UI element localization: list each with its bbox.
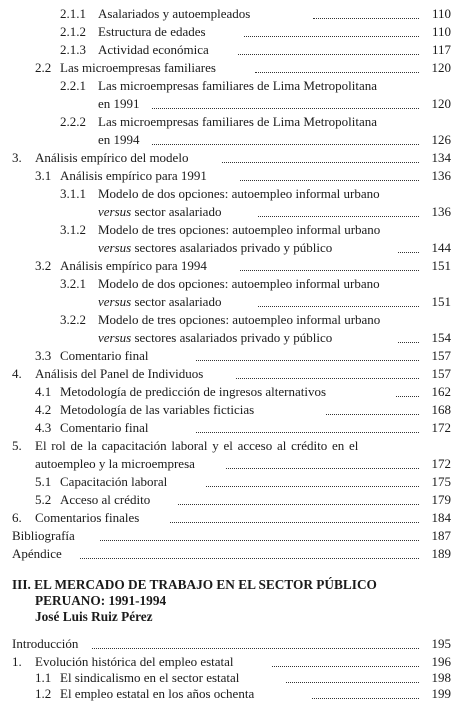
entry-title: Introducción	[12, 636, 79, 651]
leader-dots	[255, 72, 419, 73]
chapter-heading-line2: PERUANO: 1991-1994	[35, 593, 167, 608]
entry-page: 136	[431, 204, 451, 219]
chapter-author: José Luis Ruiz Pérez	[35, 609, 153, 624]
entry-title-line1: Modelo de dos opciones: autoempleo informal urbano	[98, 276, 380, 291]
versus-italic: versus	[98, 330, 132, 345]
entry-page: 184	[431, 510, 451, 525]
entry-number: 3.1	[35, 168, 52, 183]
entry-number: 2.1.3	[60, 42, 86, 57]
entry-number: 3.	[12, 150, 22, 165]
entry-number: 4.2	[35, 402, 52, 417]
entry-title: Análisis empírico para 1991	[60, 168, 207, 183]
entry-page: 168	[431, 402, 451, 417]
leader-dots	[326, 414, 419, 415]
entry-page: 199	[431, 686, 451, 701]
entry-title-line1: Modelo de tres opciones: autoempleo informal urbano	[98, 312, 381, 327]
entry-number: 2.2	[35, 60, 52, 75]
entry-title: Apéndice	[12, 546, 62, 561]
entry-page: 157	[431, 348, 451, 363]
entry-number: 3.1.1	[60, 186, 86, 201]
leader-dots	[272, 666, 419, 667]
leader-dots	[196, 432, 419, 433]
entry-page: 162	[431, 384, 451, 399]
entry-number: 1.	[12, 654, 22, 669]
leader-dots	[80, 558, 419, 559]
entry-title: Las microempresas familiares	[60, 60, 216, 75]
entry-page: 189	[431, 546, 451, 561]
entry-page: 195	[431, 636, 451, 651]
entry-page: 120	[431, 96, 451, 111]
entry-page: 157	[431, 366, 451, 381]
entry-number: 3.3	[35, 348, 52, 363]
entry-page: 187	[431, 528, 451, 543]
entry-title-line1: Las microempresas familiares de Lima Metropolitana	[98, 114, 378, 129]
entry-title: Capacitación laboral	[60, 474, 168, 489]
entry-number: 2.2.1	[60, 78, 86, 93]
entry-number: 3.2	[35, 258, 52, 273]
entry-title: Análisis del Panel de Individuos	[35, 366, 204, 381]
entry-title-line1: El rol de la capacitación laboral y el acceso al crédito en el	[35, 438, 359, 453]
leader-dots	[152, 144, 419, 145]
entry-page: 151	[431, 258, 451, 273]
versus-italic: versus	[98, 294, 132, 309]
leader-dots	[100, 540, 419, 541]
entry-page: 136	[431, 168, 451, 183]
entry-title: Bibliografía	[12, 528, 75, 543]
leader-dots	[196, 360, 419, 361]
entry-title: Análisis empírico del modelo	[35, 150, 189, 165]
entry-number: 4.	[12, 366, 22, 381]
leader-dots	[398, 252, 419, 253]
entry-title-line1: Modelo de dos opciones: autoempleo informal urbano	[98, 186, 380, 201]
entry-page: 175	[431, 474, 451, 489]
leader-dots	[398, 342, 419, 343]
versus-italic: versus	[98, 204, 132, 219]
leader-dots	[206, 486, 419, 487]
entry-number: 5.2	[35, 492, 52, 507]
leader-dots	[92, 648, 419, 649]
entry-title: Metodología de las variables ficticias	[60, 402, 255, 417]
entry-page: 151	[431, 294, 451, 309]
leader-dots	[226, 468, 419, 469]
entry-title-line2: en 1994	[98, 132, 140, 147]
entry-title-line1: Modelo de tres opciones: autoempleo informal urbano	[98, 222, 381, 237]
leader-dots	[178, 504, 419, 505]
entry-page: 110	[431, 6, 451, 21]
entry-title-line2	[98, 240, 332, 256]
leader-dots	[313, 18, 419, 19]
entry-title: Asalariados y autoempleados	[98, 6, 251, 21]
leader-dots	[240, 180, 419, 181]
entry-title-line2	[98, 330, 332, 346]
entry-number: 1.1	[35, 670, 52, 685]
entry-number: 4.1	[35, 384, 52, 399]
entry-page: 126	[431, 132, 451, 147]
entry-title: Análisis empírico para 1994	[60, 258, 207, 273]
entry-title: Estructura de edades	[98, 24, 206, 39]
leader-dots	[152, 108, 419, 109]
entry-title-rest: sector asalariado	[131, 204, 222, 219]
entry-number: 1.2	[35, 686, 52, 701]
entry-title: Evolución histórica del empleo estatal	[35, 654, 234, 669]
entry-title-rest: sectores asalariados privado y público	[131, 330, 333, 345]
entry-number: 6.	[12, 510, 22, 525]
entry-number: 2.2.2	[60, 114, 86, 129]
entry-title-rest: sectores asalariados privado y público	[131, 240, 333, 255]
entry-page: 120	[431, 60, 451, 75]
leader-dots	[396, 396, 419, 397]
entry-number: 2.1.1	[60, 6, 86, 21]
entry-title: Acceso al crédito	[60, 492, 151, 507]
entry-title-line2: en 1991	[98, 96, 140, 111]
leader-dots	[258, 306, 419, 307]
entry-number: 5.	[12, 438, 22, 453]
entry-number: 4.3	[35, 420, 52, 435]
entry-title: Actividad económica	[98, 42, 209, 57]
leader-dots	[244, 36, 419, 37]
entry-number: 2.1.2	[60, 24, 86, 39]
chapter-heading: III. EL MERCADO DE TRABAJO EN EL SECTOR PÚBLICO	[12, 577, 377, 592]
leader-dots	[286, 682, 419, 683]
entry-page: 154	[431, 330, 451, 345]
entry-page: 144	[431, 240, 451, 255]
leader-dots	[170, 522, 419, 523]
entry-title: Comentario final	[60, 348, 149, 363]
entry-title-line2	[98, 204, 221, 220]
entry-title-line1: Las microempresas familiares de Lima Metropolitana	[98, 78, 378, 93]
entry-page: 110	[431, 24, 451, 39]
entry-page: 172	[431, 420, 451, 435]
leader-dots	[258, 216, 419, 217]
entry-number: 3.2.2	[60, 312, 86, 327]
entry-title-rest: sector asalariado	[131, 294, 222, 309]
versus-italic: versus	[98, 240, 132, 255]
leader-dots	[238, 54, 419, 55]
entry-title-line2: autoempleo y la microempresa	[35, 456, 195, 471]
entry-page: 172	[431, 456, 451, 471]
entry-title: El sindicalismo en el sector estatal	[60, 670, 240, 685]
entry-number: 3.2.1	[60, 276, 86, 291]
entry-title: Comentarios finales	[35, 510, 140, 525]
leader-dots	[312, 698, 419, 699]
entry-number: 5.1	[35, 474, 52, 489]
entry-title: Comentario final	[60, 420, 149, 435]
leader-dots	[222, 162, 419, 163]
entry-page: 117	[431, 42, 451, 57]
entry-page: 179	[431, 492, 451, 507]
entry-title-line2	[98, 294, 221, 310]
entry-title: Metodología de predicción de ingresos alternativos	[60, 384, 327, 399]
entry-page: 198	[431, 670, 451, 685]
entry-number: 3.1.2	[60, 222, 86, 237]
entry-title: El empleo estatal en los años ochenta	[60, 686, 255, 701]
leader-dots	[236, 378, 419, 379]
leader-dots	[240, 270, 419, 271]
entry-page: 196	[431, 654, 451, 669]
entry-page: 134	[431, 150, 451, 165]
